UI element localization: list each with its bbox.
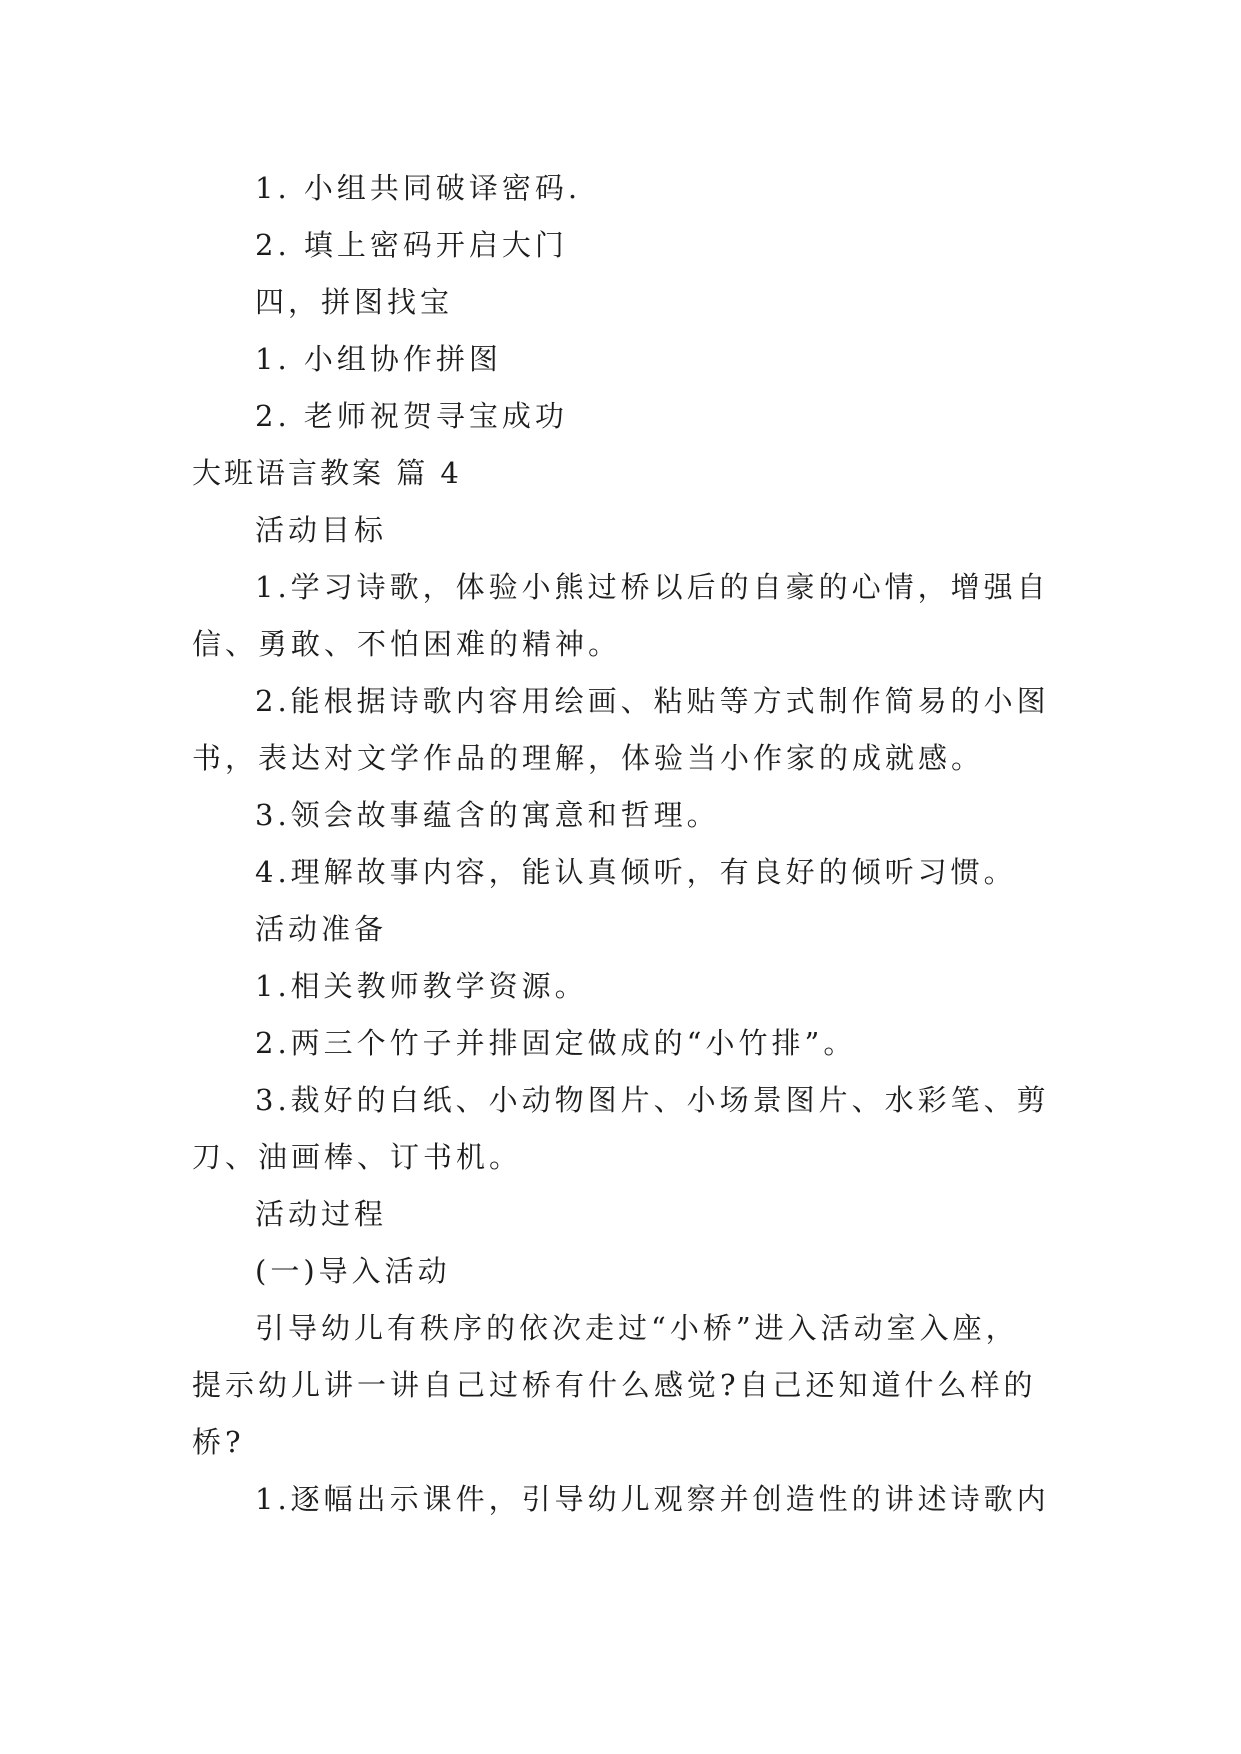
paragraph-line: 1.逐幅出示课件，引导幼儿观察并创造性的讲述诗歌内 <box>255 1482 1050 1516</box>
paragraph-line: 2.能根据诗歌内容用绘画、粘贴等方式制作简易的小图 <box>255 684 1050 718</box>
section-heading: 活动目标 <box>255 513 388 547</box>
section-heading: 活动准备 <box>255 912 388 946</box>
paragraph-line: 2.两三个竹子并排固定做成的“小竹排”。 <box>255 1026 857 1060</box>
paragraph-line: 提示幼儿讲一讲自己过桥有什么感觉?自己还知道什么样的 <box>192 1368 1037 1402</box>
paragraph-line: 书，表达对文学作品的理解，体验当小作家的成就感。 <box>192 741 985 775</box>
document-title: 大班语言教案 篇 4 <box>192 456 462 490</box>
section-heading: 活动过程 <box>255 1197 388 1231</box>
paragraph-line: 1.学习诗歌，体验小熊过桥以后的自豪的心情，增强自 <box>255 570 1050 604</box>
paragraph-line: 引导幼儿有秩序的依次走过“小桥”进入活动室入座， <box>255 1311 1019 1345</box>
list-item: 1. 小组协作拼图 <box>255 342 502 376</box>
list-item: 2. 老师祝贺寻宝成功 <box>255 399 568 433</box>
paragraph-line: 信、勇敢、不怕困难的精神。 <box>192 627 622 661</box>
paragraph-line: 桥? <box>192 1425 245 1459</box>
list-item: 2. 填上密码开启大门 <box>255 228 568 262</box>
paragraph-line: 1.相关教师教学资源。 <box>255 969 588 1003</box>
paragraph-line: 3.领会故事蕴含的寓意和哲理。 <box>255 798 720 832</box>
paragraph-line: 刀、油画棒、订书机。 <box>192 1140 523 1174</box>
section-heading: 四，拼图找宝 <box>255 285 454 319</box>
subsection-heading: (一)导入活动 <box>255 1254 451 1288</box>
list-item: 1. 小组共同破译密码. <box>255 171 582 205</box>
paragraph-line: 4.理解故事内容，能认真倾听，有良好的倾听习惯。 <box>255 855 1017 889</box>
paragraph-line: 3.裁好的白纸、小动物图片、小场景图片、水彩笔、剪 <box>255 1083 1050 1117</box>
